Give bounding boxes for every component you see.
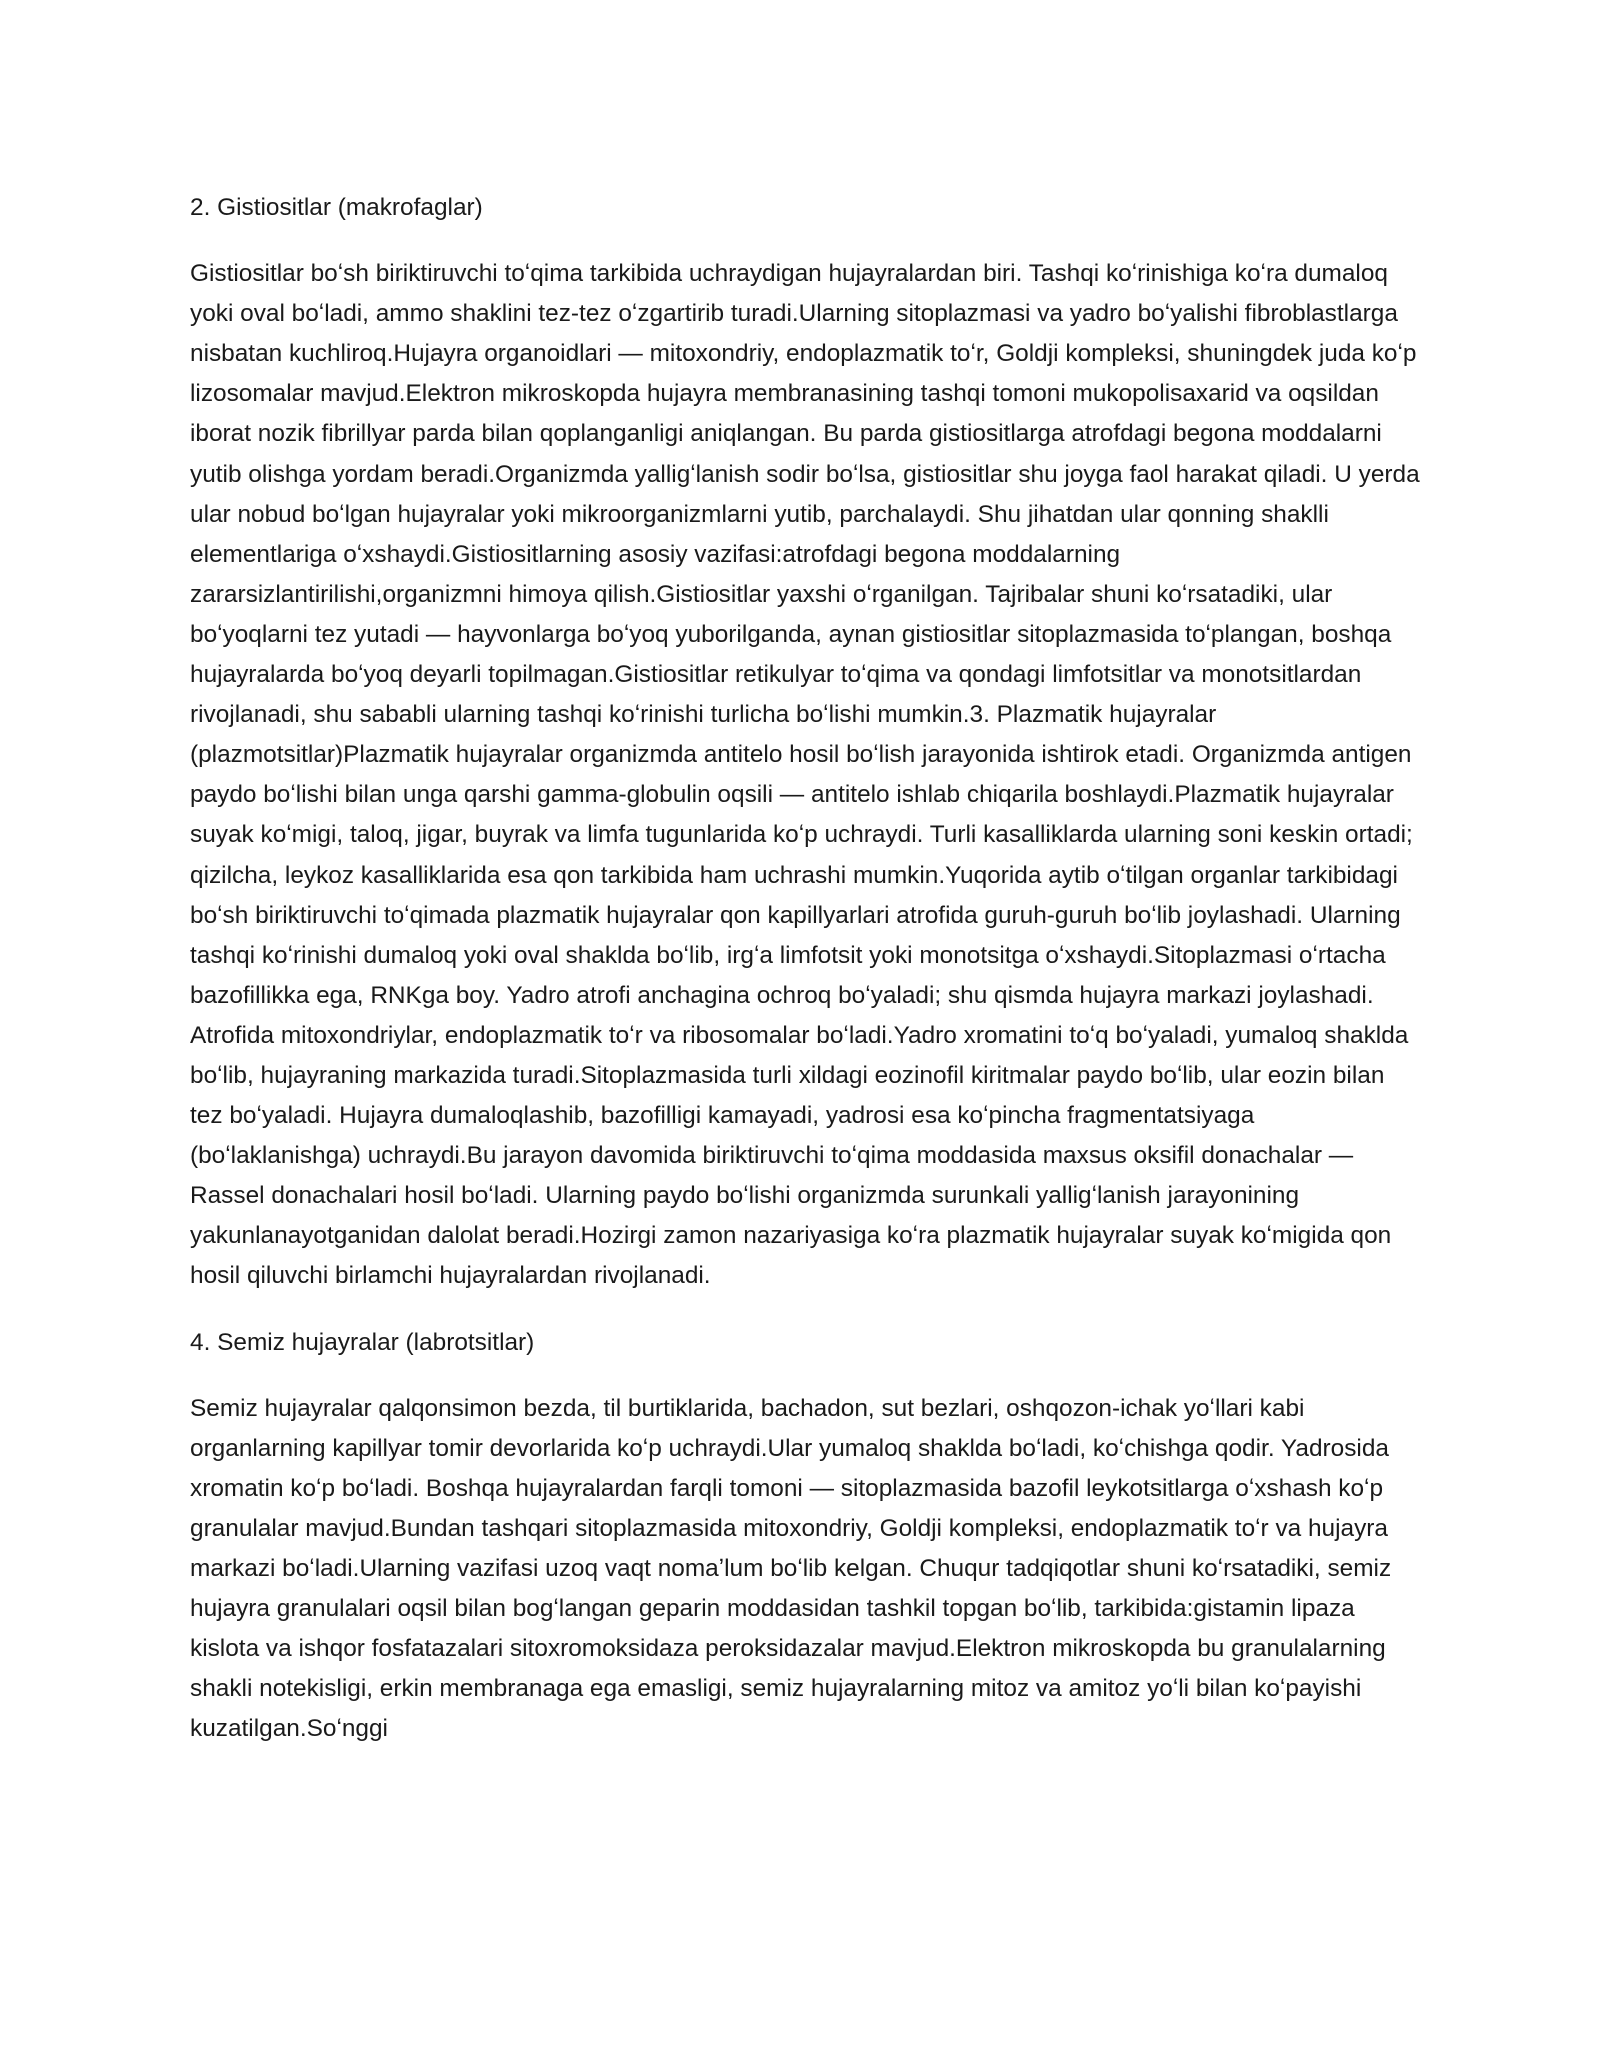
- paragraph-semiz-hujayralar: Semiz hujayralar qalqonsimon bezda, til burtiklarida, bachadon, sut bezlari, oshqozon-ichak yoʻllari kabi organlarning kapillyar tomir devorlarida koʻp uchraydi.Ular yumaloq shaklda boʻladi, koʻchishga qodir. Yadrosida xromatin koʻp boʻladi. Boshqa hujayralardan farqli tomoni — sitoplazmasida bazofil leykotsitlarga oʻxshash koʻp granulalar mavjud.Bundan tashqari sitoplazmasida mitoxondriy, Goldji kompleksi, endoplazmatik toʻr va hujayra markazi boʻladi.Ularning vazifasi uzoq vaqt nomaʼlum boʻlib kelgan. Chuqur tadqiqotlar shuni koʻrsatadiki, semiz hujayra granulalari oqsil bilan bogʻlangan geparin moddasidan tashkil topgan boʻlib, tarkibida:gistamin lipaza kislota va ishqor fosfatazalari sitoxromoksidaza peroksidazalar mavjud.Elektron mikroskopda bu granulalarning shakli notekisligi, erkin membranaga ega emasligi, semiz hujayralarning mitoz va amitoz yoʻli bilan koʻpayishi kuzatilgan.Soʻnggi: [190, 1394, 1392, 1743]
- section-heading-gistiositlar: 2. Gistiositlar (makrofaglar): [190, 194, 483, 221]
- paragraph-gistiositlar: Gistiositlar boʻsh biriktiruvchi toʻqima tarkibida uchraydigan hujayralardan biri. Tashqi koʻrinishiga koʻra dumaloq yoki oval boʻladi, ammo shaklini tez-tez oʻzgartirib turadi.Ularning sitoplazmasi va yadro boʻyalishi fibroblastlarga nisbatan kuchliroq.Hujayra organoidlari — mitoxondriy, endoplazmatik toʻr, Goldji kompleksi, shuningdek juda koʻp lizosomalar mavjud.Elektron mikroskopda hujayra membranasining tashqi tomoni mukopolisaxarid va oqsildan iborat nozik fibrillyar parda bilan qoplanganligi aniqlangan. Bu parda gistiositlarga atrofdagi begona moddalarni yutib olishga yordam beradi.Organizmda yalligʻlanish sodir boʻlsa, gistiositlar shu joyga faol harakat qiladi. U yerda ular nobud boʻlgan hujayralar yoki mikroorganizmlarni yutib, parchalaydi. Shu jihatdan ular qonning shaklli elementlariga oʻxshaydi.Gistiositlarning asosiy vazifasi:atrofdagi begona moddalarning zararsizlantirilishi,organizmni himoya qilish.Gistiositlar yaxshi oʻrganilgan. Tajribalar shuni koʻrsatadiki, ular boʻyoqlarni tez yutadi — hayvonlarga boʻyoq yuborilganda, aynan gistiositlar sitoplazmasida toʻplangan, boshqa hujayralarda boʻyoq deyarli topilmagan.Gistiositlar retikulyar toʻqima va qondagi limfotsitlar va monotsitlardan rivojlanadi, shu sababli ularning tashqi koʻrinishi turlicha boʻlishi mumkin.3. Plazmatik hujayralar (plazmotsitlar)Plazmatik hujayralar organizmda antitelo hosil boʻlish jarayonida ishtirok etadi. Organizmda antigen paydo boʻlishi bilan unga qarshi gamma-globulin oqsili — antitelo ishlab chiqarila boshlaydi.Plazmatik hujayralar suyak koʻmigi, taloq, jigar, buyrak va limfa tugunlarida koʻp uchraydi. Turli kasalliklarda ularning soni keskin ortadi; qizilcha, leykoz kasalliklarida esa qon tarkibida ham uchrashi mumkin.Yuqorida aytib oʻtilgan organlar tarkibidagi boʻsh biriktiruvchi toʻqimada plazmatik hujayralar qon kapillyarlari atrofida guruh-guruh boʻlib joylashadi. Ularning tashqi koʻrinishi dumaloq yoki oval shaklda boʻlib, irgʻa limfotsit yoki monotsitga oʻxshaydi.Sitoplazmasi oʻrtacha bazofillikka ega, RNKga boy. Yadro atrofi anchagina ochroq boʻyaladi; shu qismda hujayra markazi joylashadi. Atrofida mitoxondriylar, endoplazmatik toʻr va ribosomalar boʻladi.Yadro xromatini toʻq boʻyaladi, yumaloq shaklda boʻlib, hujayraning markazida turadi.Sitoplazmasida turli xildagi eozinofil kiritmalar paydo boʻlib, ular eozin bilan tez boʻyaladi. Hujayra dumaloqlashib, bazofilligi kamayadi, yadrosi esa koʻpincha fragmentatsiyaga (boʻlaklanishga) uchraydi.Bu jarayon davomida biriktiruvchi toʻqima moddasida maxsus oksifil donachalar — Rassel donachalari hosil boʻladi. Ularning paydo boʻlishi organizmda surunkali yalligʻlanish jarayonining yakunlanayotganidan dalolat beradi.Hozirgi zamon nazariyasiga koʻra plazmatik hujayralar suyak koʻmigida qon hosil qiluvchi birlamchi hujayralardan rivojlanadi.: [190, 260, 1420, 1290]
- section-heading-semiz-hujayralar: 4. Semiz hujayralar (labrotsitlar): [190, 1328, 535, 1356]
- document-body: [190, 188, 1422, 1749]
